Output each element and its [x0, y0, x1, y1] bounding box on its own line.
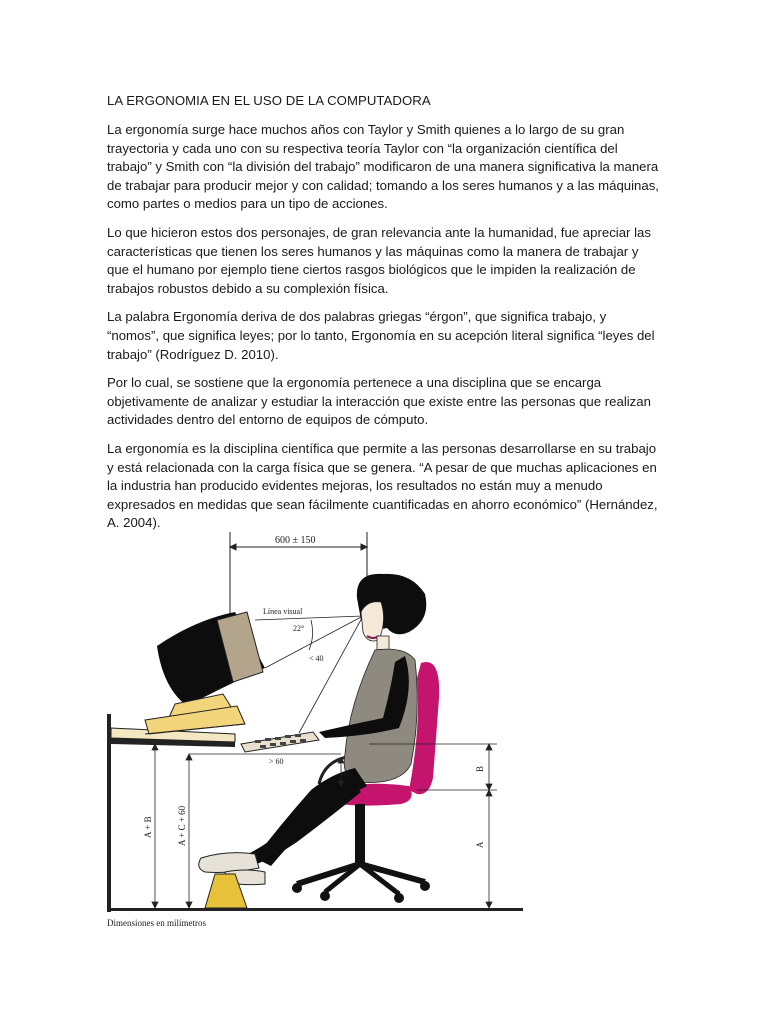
- paragraph-5: La ergonomía es la disciplina científica que permite a las personas desarrollarse en su trabajo y está relacionada con la carga física que se genera. “A pesar de que muchas aplicaciones en la industria han producido evidentes mejoras, los resultados no están muy a menudo expresados en medidas que sean fácilmente cuantificadas en ahorro económico” (Hernández, A. 2004).: [107, 440, 658, 531]
- label-c: C: [344, 769, 350, 778]
- document-title: LA ERGONOMIA EN EL USO DE LA COMPUTADORA: [107, 93, 431, 108]
- label-b: B: [475, 765, 485, 772]
- paragraph-2: Lo que hicieron estos dos personajes, de gran relevancia ante la humanidad, fue apreciar las características que tienen los seres humanos y las máquinas como la manera de trabajar y que el humano por ejemplo tiene ciertos rasgos biológicos que le impiden la realización de trabajos robustos debido a su complexión física.: [107, 224, 651, 296]
- monitor: [145, 612, 265, 734]
- height-dimension-abc: [186, 754, 341, 908]
- workstation-illustration: [105, 528, 527, 932]
- angle-label-22: 22°: [293, 624, 305, 633]
- height-label-ab: A + B: [143, 816, 153, 838]
- document-body: [107, 92, 659, 543]
- ergonomics-figure: [105, 528, 527, 932]
- floor-line: [107, 908, 523, 911]
- keyboard: [241, 732, 319, 752]
- label-a: A: [475, 841, 485, 848]
- wall-line: [107, 714, 111, 912]
- visual-lines: [255, 616, 363, 733]
- height-label-abc: A + C + 60: [177, 805, 187, 846]
- distance-label: 600 ± 150: [275, 535, 316, 546]
- knee-clearance-label: > 60: [269, 757, 284, 766]
- paragraph-1: La ergonomía surge hace muchos años con Taylor y Smith quienes a lo largo de su gran trayectoria y cada uno con su respectiva teoría Taylor con “la organización científica del trabajo” y Smith con “la división del trabajo” modificaron de una manera significativa la manera de trabajar para producir mejor y con calidad; tomando a los seres humanos y a las máquinas, como partes o medios para un tipo de acciones.: [107, 122, 659, 212]
- visual-line-label: Línea visual: [263, 607, 303, 616]
- paragraph-3: La palabra Ergonomía deriva de dos palabras griegas “érgon”, que significa trabajo, y “nomos”, que significa leyes; por lo tanto, Ergonomía en su acepción literal significa “leyes del trabajo” (Rodríguez D. 2010).: [107, 309, 655, 362]
- angle-label-40: < 40: [309, 654, 324, 663]
- figure-caption: Dimensiones en milímetros: [107, 918, 206, 928]
- paragraph-4: Por lo cual, se sostiene que la ergonomía pertenece a una disciplina que se encarga objetivamente de analizar y estudiar la interacción que existe entre las personas que realizan actividades dentro del entorno de equipos de cómputo.: [107, 375, 651, 428]
